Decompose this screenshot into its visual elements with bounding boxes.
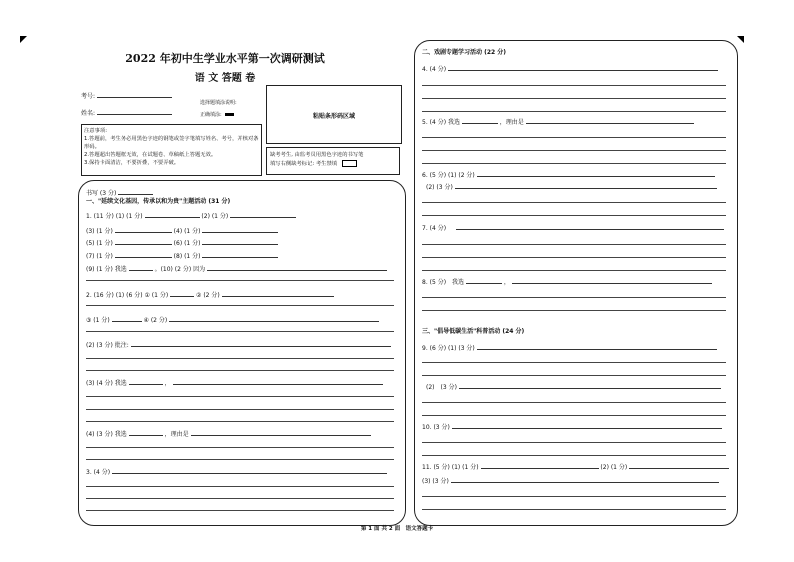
answer-line[interactable] [422,150,726,151]
notice-box [81,124,262,176]
q5-choice-field[interactable] [462,117,498,124]
q4-field[interactable] [448,64,718,71]
answer-line[interactable] [422,98,726,99]
q1-9-field[interactable] [129,264,153,271]
answer-line[interactable] [422,297,726,298]
correct-fill-label: 正确填涂: [200,112,222,118]
q11-3-field[interactable] [451,476,719,483]
q8-choice-field[interactable] [466,277,502,284]
section-2-heading: 二、戏剧专题学习活动 (22 分) [422,49,507,56]
exam-no-row [81,91,172,101]
answer-line[interactable] [422,415,726,416]
answer-line[interactable] [86,498,394,499]
q2-3-row: (3) (4 分) 我选 ， [86,378,383,388]
notice-item-2: 2.答题超出答题框无效，在试题卷、草稿纸上答题无效。 [84,152,217,158]
q1-row-9: (9) (1 分) 我选 。(10) (2 分) 因为 [86,264,387,274]
q2-4-row: (4) (3 分) 我选 ，理由是 [86,429,371,439]
q6-1-field[interactable] [477,170,715,177]
answer-line[interactable] [422,375,726,376]
answer-line[interactable] [86,447,394,448]
absent-box [266,147,400,175]
answer-line[interactable] [422,362,726,363]
answer-line[interactable] [422,244,726,245]
q9-2-row: (2) (3 分) [426,382,721,392]
q1-3-field[interactable] [115,226,172,233]
answer-line[interactable] [422,509,726,510]
answer-line[interactable] [86,370,394,371]
q1-7-field[interactable] [115,251,172,258]
q1-1-field[interactable] [145,211,200,218]
q1-5-field[interactable] [115,238,172,245]
page-subtitle: 语 文 答题 卷 [194,73,256,84]
q1-4-field[interactable] [202,226,278,233]
filled-mark [225,113,234,116]
answer-line[interactable] [422,137,726,138]
q2-row: 2. (16 分) (1) (6 分) ① (1 分) ② (2 分) [86,290,334,300]
q4-row: 4. (4 分) [422,64,718,74]
notice-item-1: 1.答题前，考生务必用黑色字迹的钢笔或签字笔填写姓名、考号，并核对条形码。 [84,136,259,150]
q2-3-choice-field[interactable] [129,378,163,385]
exam-no-field[interactable] [97,91,172,98]
barcode-area [266,85,402,144]
answer-line[interactable] [86,510,394,511]
answer-line[interactable] [86,280,394,281]
q9-1-field[interactable] [477,343,717,350]
answer-line[interactable] [422,257,726,258]
answer-line[interactable] [422,85,726,86]
q8-row: 8. (5 分) 我选 ， [422,277,712,287]
q2-3-field[interactable] [112,315,142,322]
q9-2-field[interactable] [459,382,721,389]
q2-1-field[interactable] [170,290,194,297]
q2-4-field[interactable] [169,315,379,322]
name-label: 姓名: [81,110,96,117]
q1-8-field[interactable] [202,251,278,258]
absent-line-1: 缺考考生, 由监考员用黑色字迹的书写笔 [270,152,364,158]
absent-mark-box[interactable] [342,160,357,167]
q2-row-34: ③ (1 分) ④ (2 分) [86,315,379,325]
q1-row: 1. (11 分) (1) (1 分) (2) (1 分) [86,211,296,221]
q7-row: 7. (4 分) [422,223,724,233]
answer-line[interactable] [86,331,394,332]
q3-row: 3. (4 分) [86,467,387,477]
answer-line[interactable] [422,202,726,203]
answer-line[interactable] [422,163,726,164]
answer-line[interactable] [422,270,726,271]
answer-line[interactable] [422,455,726,456]
section-1-heading: 一、"延续文化基因，传承以和为贵"主题活动 (31 分) [86,198,231,205]
exam-no-label: 考号: [81,93,96,100]
page-footer: 第 1 面 共 2 面 语文答题卡 [360,526,434,532]
q2-4-choice-field[interactable] [129,429,163,436]
answer-line[interactable] [86,358,394,359]
answer-line[interactable] [422,442,726,443]
answer-line[interactable] [86,305,394,306]
q2-2-field[interactable] [222,290,334,297]
correct-fill-row [200,111,234,119]
answer-line[interactable] [86,409,394,410]
answer-line[interactable] [422,496,726,497]
name-field[interactable] [97,108,172,115]
corner-mark-top-left [20,36,27,43]
q2-3-reason-field[interactable] [173,378,383,385]
q5-row: 5. (4 分) 我选 ，理由是 [422,117,694,127]
answer-line[interactable] [422,215,726,216]
q1-6-field[interactable] [202,238,278,245]
answer-line[interactable] [86,459,394,460]
q1-row-34: (3) (1 分) (4) (1 分) [86,226,278,236]
q6-row: 6. (5 分) (1) (2 分) [422,170,715,180]
answer-line[interactable] [422,310,726,311]
q6-2-row: (2) (3 分) [426,182,717,192]
q1-row-78: (7) (1 分) (8) (1 分) [86,251,278,261]
page-title: 2022 年初中生学业水平第一次调研测试 [125,52,325,65]
q11-2-field[interactable] [629,462,729,469]
answer-line[interactable] [86,486,394,487]
writing-label: 书写 (3 分) [86,190,117,197]
q8-reason-field[interactable] [512,277,712,284]
q2-2-row: (2) (3 分) 批注: [86,340,391,350]
q3-field[interactable] [112,467,387,474]
q7-field[interactable] [456,223,724,230]
notice-title: 注意事项: [84,128,107,134]
name-row [81,108,172,118]
answer-line[interactable] [86,421,394,422]
q2-4-reason-field[interactable] [191,429,371,436]
q1-row-56: (5) (1 分) (6) (1 分) [86,238,278,248]
fill-note-label: 选择题填涂说明: [200,100,237,106]
barcode-label: 粘贴条形码区域 [312,113,355,120]
q2-annotation-field[interactable] [131,340,391,347]
q10-row: 10. (3 分) [422,422,722,432]
notice-item-3: 3.保持卡面清洁，不要折叠，不要弄破。 [84,160,180,166]
absent-line-2: 填写右侧缺考标记: 考生禁填 [270,160,396,169]
q11-row: 11. (5 分) (1) (1 分) (2) (1 分) [422,462,729,472]
q11-3-row: (3) (3 分) [422,476,719,486]
answer-line[interactable] [422,111,726,112]
answer-line[interactable] [86,396,394,397]
q1-10-field[interactable] [207,264,387,271]
q9-row: 9. (6 分) (1) (3 分) [422,343,717,353]
q10-field[interactable] [452,422,722,429]
corner-mark-top-right [737,36,744,43]
q6-2-field[interactable] [455,182,717,189]
q1-2-field[interactable] [230,211,296,218]
answer-line[interactable] [422,402,726,403]
writing-score-field[interactable] [118,188,153,195]
q5-reason-field[interactable] [526,117,694,124]
section-3-heading: 三、"倡导低碳生活"科普活动 (24 分) [422,328,525,335]
writing-row [86,188,153,198]
q11-1-field[interactable] [481,462,599,469]
